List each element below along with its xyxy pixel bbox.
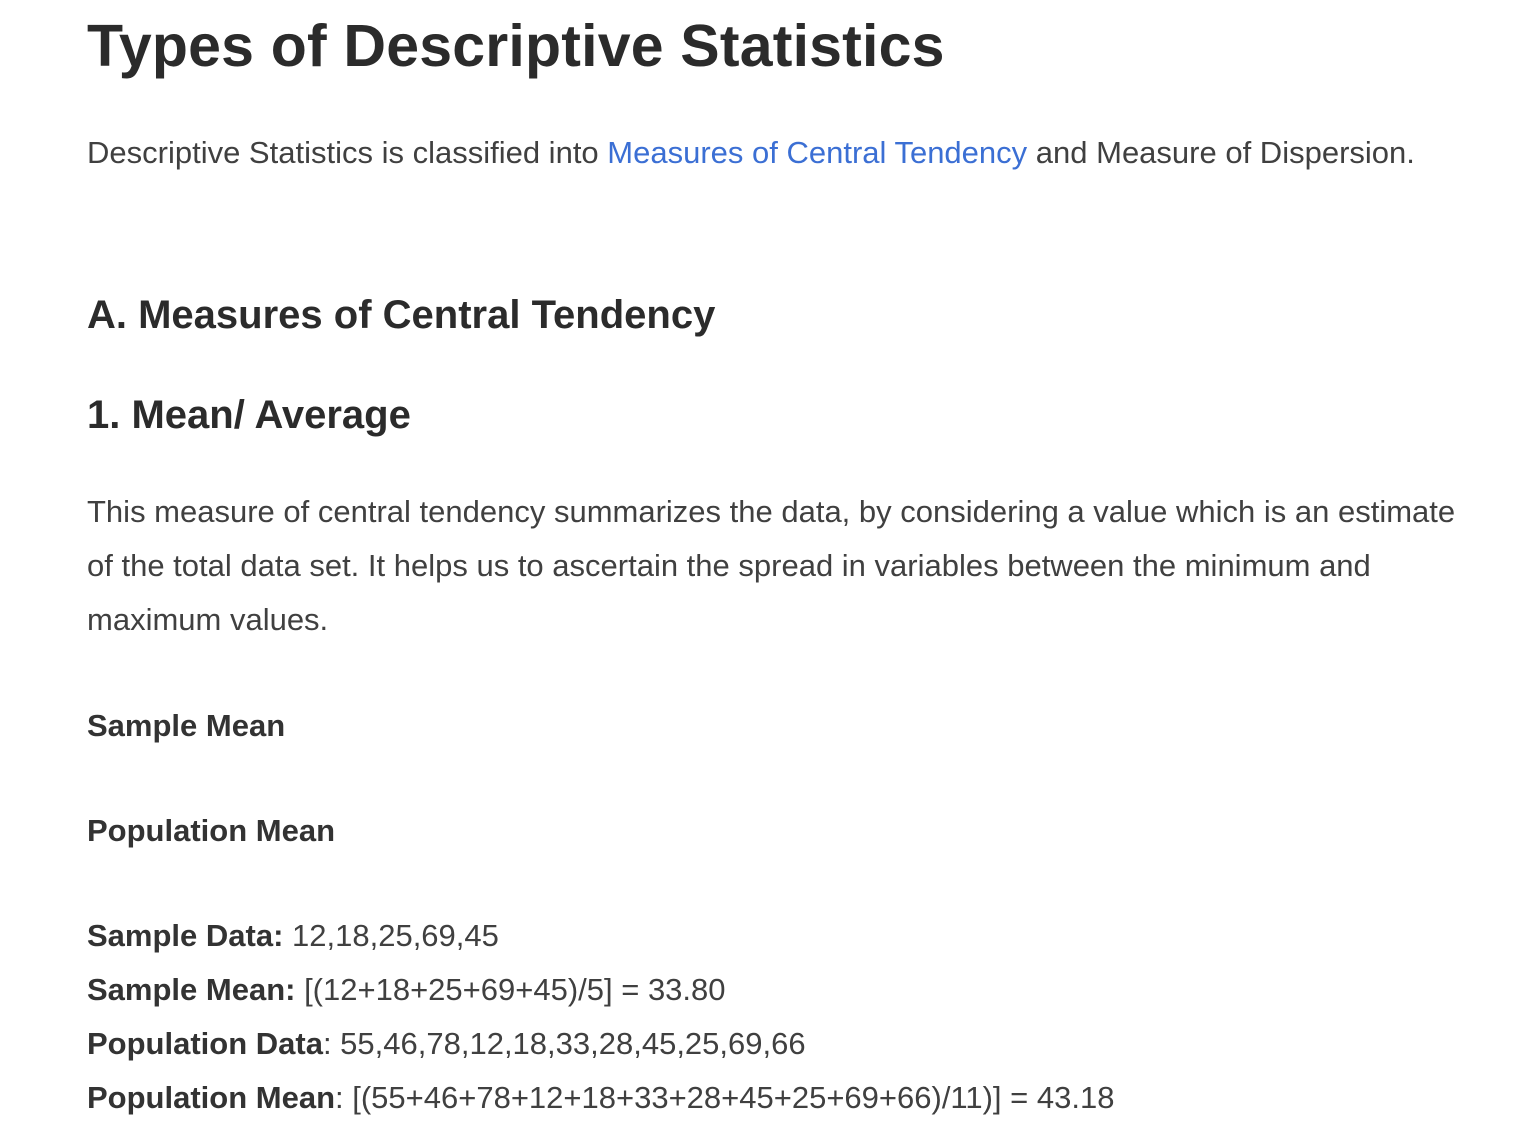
- intro-paragraph: [87, 126, 1467, 180]
- intro-text-before: Descriptive Statistics is classified into: [87, 135, 608, 170]
- sample-mean-calc-value: [(12+18+25+69+45)/5] = 33.80: [295, 972, 726, 1007]
- population-data-value: : 55,46,78,12,18,33,28,45,25,69,66: [322, 1026, 806, 1061]
- population-mean-label: Population Mean: [87, 813, 335, 848]
- sample-data-row: [87, 909, 1114, 963]
- sample-mean-label: Sample Mean: [87, 708, 286, 743]
- population-mean-calc-label: Population Mean: [87, 1080, 335, 1115]
- population-mean-row: [87, 1071, 1114, 1125]
- subsection-heading: 1. Mean/ Average: [87, 393, 411, 437]
- page-title: Types of Descriptive Statistics: [87, 13, 945, 79]
- sample-data-value: 12,18,25,69,45: [283, 918, 499, 953]
- central-tendency-link[interactable]: Measures of Central Tendency: [607, 135, 1028, 170]
- sample-mean-row: [87, 963, 1114, 1017]
- intro-text-after: and Measure of Dispersion.: [1027, 135, 1415, 170]
- population-mean-calc-value: : [(55+46+78+12+18+33+28+45+25+69+66)/11)] = 43.18: [335, 1080, 1115, 1115]
- section-heading: A. Measures of Central Tendency: [87, 293, 716, 337]
- sample-data-label: Sample Data:: [87, 918, 284, 953]
- population-data-row: [87, 1017, 1114, 1071]
- example-calculations: [87, 909, 1114, 1125]
- population-data-label: Population Data: [87, 1026, 323, 1061]
- mean-description: This measure of central tendency summarizes the data, by considering a value which is an estimate of the total data set. It helps us to ascertain the spread in variables between the minimum and maximum values.: [87, 494, 1456, 637]
- sample-mean-calc-label: Sample Mean:: [87, 972, 296, 1007]
